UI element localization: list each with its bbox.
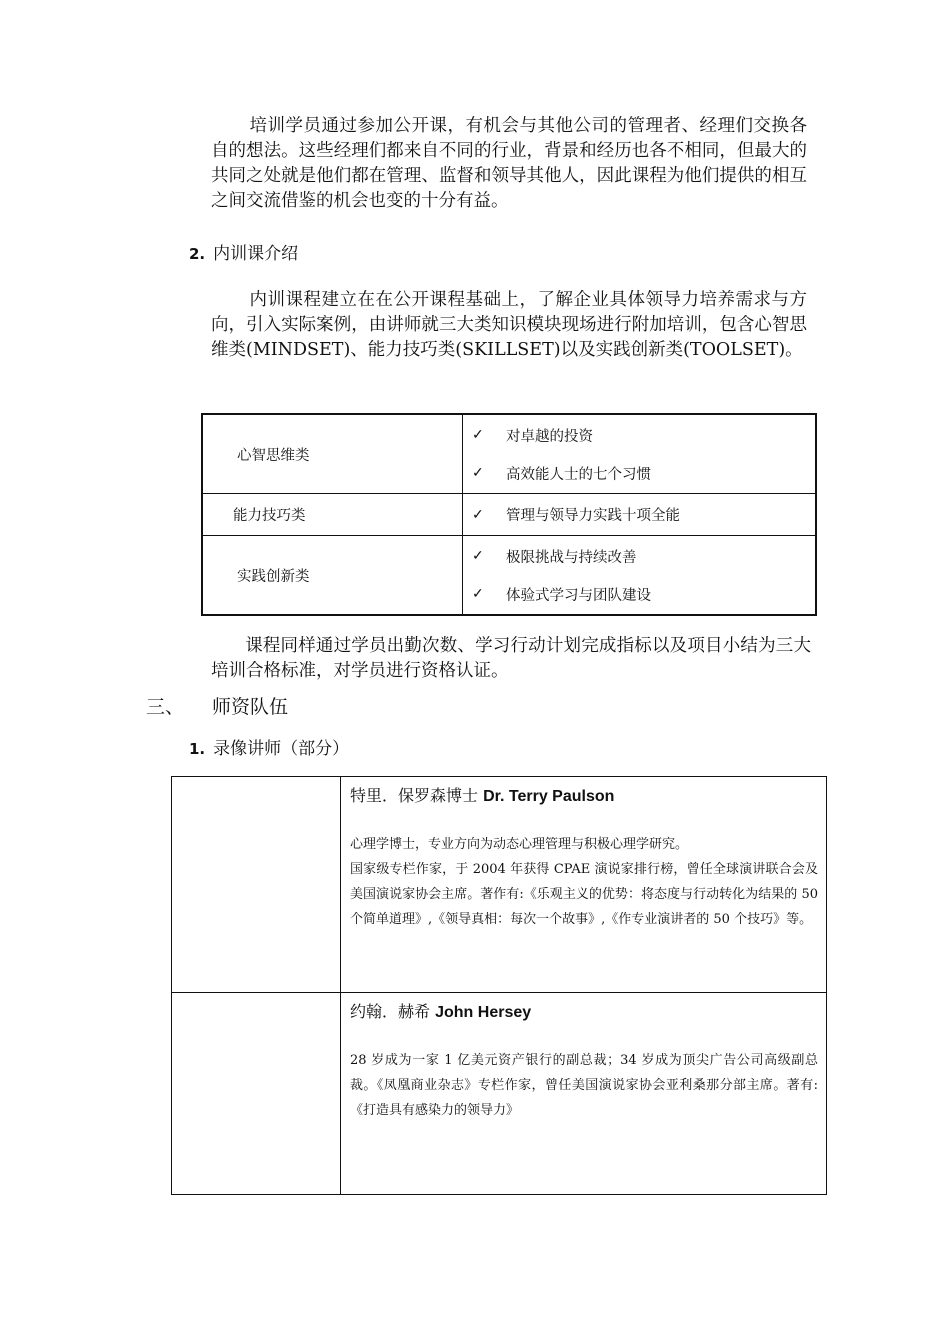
inhouse-paragraph-text: 内训课程建立在在公开课程基础上，了解企业具体领导力培养需求与方向，引入实际案例，由讲师就三大类知识模块现场进行附加培训，包含心智思维类(MINDSET)、能力技巧类(SKILLSET)以及实践创新类(TOOLSET)。	[211, 290, 807, 360]
table-row	[202, 536, 816, 616]
teacher-info	[341, 993, 827, 1195]
section-3-title: 师资队伍	[212, 696, 289, 718]
table-row	[202, 494, 816, 536]
section-3-heading	[146, 692, 288, 719]
teacher-name-en: John Hersey	[435, 1004, 532, 1021]
checkmark-icon: ✓	[472, 465, 484, 481]
section-2-heading	[189, 239, 298, 264]
course-category-table	[201, 413, 817, 616]
teacher-photo-placeholder	[172, 993, 341, 1195]
category-items	[463, 414, 817, 494]
teacher-description: 28 岁成为一家 1 亿美元资产银行的副总裁；34 岁成为顶尖广告公司高级副总裁。《凤凰商业杂志》专栏作家，曾任美国演说家协会亚利桑那分部主席。著有:《打造具有感染力的领导力》	[350, 1053, 818, 1118]
list-item	[464, 575, 814, 613]
section-2-number: 2.	[189, 245, 206, 263]
inhouse-paragraph	[211, 288, 807, 363]
category-items	[463, 494, 817, 536]
section-2-title: 内训课介绍	[213, 244, 299, 264]
teacher-name	[350, 999, 818, 1022]
qualification-paragraph	[211, 634, 811, 684]
course-item: 对卓越的投资	[506, 428, 593, 445]
course-item: 极限挑战与持续改善	[506, 549, 637, 566]
teacher-name-en: Dr. Terry Paulson	[483, 788, 615, 805]
subsection-1-number: 1.	[189, 740, 206, 758]
category-items	[463, 536, 817, 616]
list-item	[464, 416, 814, 454]
qualification-paragraph-text: 课程同样通过学员出勤次数、学习行动计划完成指标以及项目小结为三大培训合格标准，对学员进行资格认证。	[211, 636, 811, 681]
intro-paragraph	[211, 114, 807, 214]
teacher-photo-placeholder	[172, 777, 341, 993]
checkmark-icon: ✓	[472, 427, 484, 443]
checkmark-icon: ✓	[472, 548, 484, 564]
table-row	[172, 777, 827, 993]
list-item	[464, 537, 814, 575]
section-3-number: 三、	[146, 696, 185, 718]
course-item: 体验式学习与团队建设	[506, 587, 651, 604]
checkmark-icon: ✓	[472, 506, 484, 523]
teacher-info	[341, 777, 827, 993]
table-row	[172, 993, 827, 1195]
teacher-name-cn: 特里．保罗森博士	[350, 786, 479, 805]
course-item: 高效能人士的七个习惯	[506, 466, 651, 483]
table-row	[202, 414, 816, 494]
checkmark-icon: ✓	[472, 586, 484, 602]
course-item: 管理与领导力实践十项全能	[506, 508, 680, 524]
category-name: 心智思维类	[202, 414, 463, 494]
subsection-1-heading	[189, 734, 349, 759]
teacher-name	[350, 783, 818, 806]
teacher-name-cn: 约翰．赫希	[350, 1002, 431, 1021]
list-item	[464, 496, 814, 534]
teacher-table	[171, 776, 827, 1195]
category-name: 能力技巧类	[202, 494, 463, 536]
list-item	[464, 454, 814, 492]
teacher-description: 心理学博士，专业方向为动态心理管理与积极心理学研究。 国家级专栏作家，于 2004 年获得 CPAE 演说家排行榜，曾任全球演讲联合会及美国演说家协会主席。著作有:《乐观主义的优势：将态度与行动转化为结果的 50 个简单道理》,《领导真相：每次一个故事》,《作专业演讲者的 50 个技巧》等。	[350, 837, 818, 927]
category-name: 实践创新类	[202, 536, 463, 616]
subsection-1-title: 录像讲师（部分）	[213, 739, 350, 759]
intro-paragraph-text: 培训学员通过参加公开课，有机会与其他公司的管理者、经理们交换各自的想法。这些经理们都来自不同的行业，背景和经历也各不相同，但最大的共同之处就是他们都在管理、监督和领导其他人，因此课程为他们提供的相互之间交流借鉴的机会也变的十分有益。	[211, 116, 807, 211]
